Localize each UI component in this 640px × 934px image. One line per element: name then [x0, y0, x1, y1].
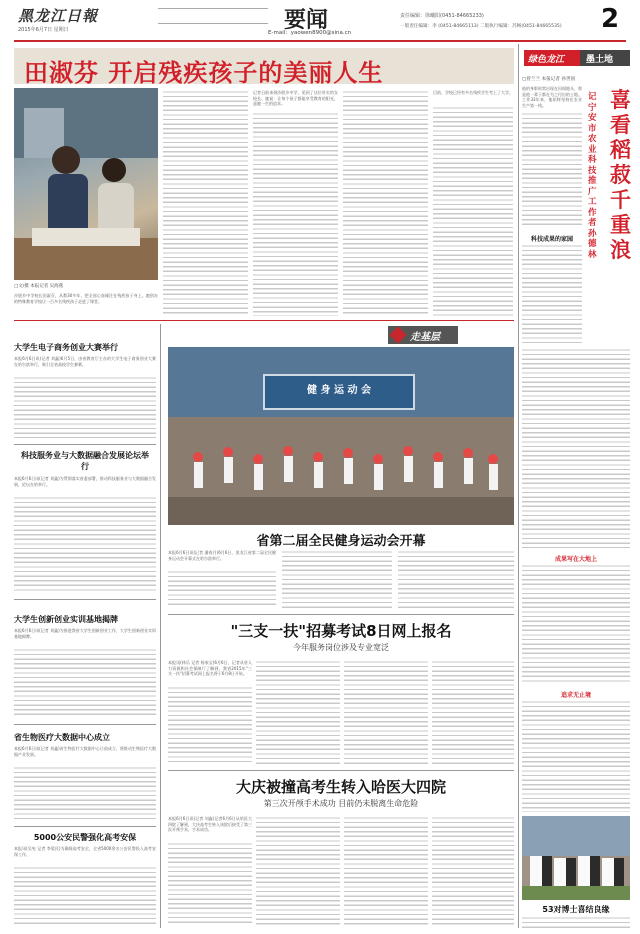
gaokao-subheadline: 第三次开颅手术成功 目前仍未脱离生命危险 [263, 799, 419, 808]
lead-photo [14, 88, 158, 280]
page-number: 2 [601, 4, 620, 34]
left-news-text-5 [14, 866, 156, 926]
left-news-text-1 [14, 376, 156, 438]
section-title: 要闻 [284, 7, 329, 33]
lead-col-2-text [253, 112, 338, 316]
right-section-1: 科技成果的家园 [530, 236, 573, 243]
gaokao-text-1 [168, 842, 252, 926]
gaokao-text-2 [256, 816, 340, 926]
header-ornament [158, 8, 268, 24]
editor-line: 责任编辑：徐曦阳(0451-84665233) [400, 13, 484, 19]
sports-body: 本报6月6日讯(记者 潘春月)6月6日，黑龙江省第二届全民健身运动会开幕式在哈尔滨举行。 [168, 550, 276, 561]
lead-photo-caption: □文/摄 本报记者 吴海燕 [14, 284, 64, 289]
left-divider-1 [14, 444, 156, 445]
right-body: 他的身影时常出现在田间地头，那是他一辈子都在为之付出的土地。工作33年来，他始终坚持在农业生产第一线。 [522, 86, 582, 108]
right-feature [522, 48, 634, 928]
left-divider-4 [14, 826, 156, 827]
left-divider-3 [14, 724, 156, 725]
left-news-text-4 [14, 766, 156, 822]
right-kicker-box [524, 50, 580, 66]
sports-photo [168, 347, 514, 525]
lead-bottom-rule [14, 320, 514, 321]
lead-body-b: 记者日前来到沙胆乡中学，见到了这位朴实的女校长。她说：让每个孩子都能享受教育的阳光，是她一生的追求。 [253, 90, 338, 107]
left-news-title-4: 省生物医疗大数据中心成立 [14, 733, 110, 742]
right-text-2 [522, 244, 582, 344]
left-news-body-3: 本报6月6日讯(记者 刘鑫)为推进我省大学生创新创业工作，大学生创新创业实训基地揭牌。 [14, 628, 156, 639]
date-line: 2015年6月7日 星期日 [18, 27, 69, 33]
gaokao-text-3 [344, 816, 428, 926]
sanzhi-divider [168, 770, 514, 771]
sanzhi-text-4 [432, 660, 514, 764]
sanzhi-subheadline: 今年服务岗位涉及专业宽泛 [293, 643, 389, 652]
right-headline: 喜看稻菽千重浪 [610, 88, 631, 262]
gaokao-text-4 [432, 816, 514, 926]
sports-text-3 [398, 550, 514, 608]
gaokao-headline: 大庆被撞高考生转入哈医大四院 [235, 778, 446, 796]
email-line: E-mail：yaowen8900@sina.cn [268, 30, 352, 36]
wedding-photo-scene [522, 816, 630, 900]
wedding-caption: 53对博士喜结良缘 [542, 905, 610, 914]
right-text-3 [522, 348, 630, 548]
left-news-body-4: 本报6月6日讯(记者 刘鑫)省生物医疗大数据中心日前成立，将推动生物医疗大数据产业发展。 [14, 746, 156, 757]
left-news-body-2: 本报6月6日讯(记者 刘鑫)为贯彻落实省委部署，推动科技服务业与大数据融合发展，论坛在哈举行。 [14, 476, 156, 487]
masthead-rule [14, 40, 626, 42]
lead-headline: 田淑芬 开启残疾孩子的美丽人生 [24, 59, 384, 87]
jiceng-badge [388, 326, 458, 344]
left-news-title-1: 大学生电子商务创业大赛举行 [14, 343, 118, 352]
left-news-title-3: 大学生创新创业实训基地揭牌 [14, 615, 118, 624]
lead-body-a: 沙胆乡中学校长田淑芬，从教30多年，把全部心血倾注在残疾孩子身上。她创办的特殊教育学校让一百多名残疾孩子走进了课堂。 [14, 293, 158, 304]
sports-text-1 [168, 570, 276, 608]
newspaper-logo: 黑龙江日報 [18, 7, 99, 25]
right-kicker: 绿色龙江 [528, 55, 565, 65]
left-divider-2 [14, 599, 156, 600]
gaokao-body: 本报6月6日讯(记者 刘鑫)记者6月6日从哈医大四院了解到，大庆高考生转入该院后接受了第三次开颅手术，手术成功。 [168, 816, 252, 833]
left-news-body-1: 本报6月6日讯(记者 刘鑫)6月5日，由省教育厅主办的大学生电子商务创业大赛在哈尔滨举行，吸引全省高校学生参赛。 [14, 356, 156, 367]
right-column-box [580, 50, 630, 66]
left-column [14, 324, 156, 926]
left-news-text-2 [14, 496, 156, 592]
art-editor-line: 一版责任编辑：李 (0451-84665113) 二版执行编辑：苏畅(0451-84665535) [400, 24, 562, 29]
sanzhi-text-1 [168, 686, 252, 764]
left-vertical-rule [160, 324, 161, 928]
lead-body-c: 目前，学校已经有多名残疾学生考上了大学。 [433, 90, 513, 95]
sanzhi-text-2 [256, 660, 340, 764]
jiceng-label: 走基层 [410, 332, 440, 343]
right-vertical-rule [518, 44, 519, 928]
lead-photo-scene [14, 88, 158, 280]
left-news-title-2: 科技服务业与大数据融合发展论坛举行 [21, 451, 149, 471]
right-text-5 [522, 700, 630, 812]
sports-photo-scene [168, 347, 514, 525]
sports-banner-text: 健 身 运 动 会 [307, 385, 371, 396]
right-text-1 [522, 112, 582, 228]
sanzhi-text-3 [344, 660, 428, 764]
sports-text-2 [282, 550, 392, 608]
right-section-2: 成果写在大地上 [554, 556, 597, 563]
lead-col-3-text [343, 90, 428, 316]
left-news-text-3 [14, 648, 156, 718]
sports-divider [168, 614, 514, 615]
right-subheadline: 记宁安市农业科技推广工作者孙德林 [588, 92, 597, 260]
left-news-title-5: 5000公安民警强化高考安保 [33, 833, 137, 842]
masthead [0, 0, 640, 44]
right-section-3: 追求无止境 [560, 692, 591, 699]
right-byline: □曾兰兰 本报记者 孙世国 [522, 77, 576, 82]
sanzhi-body: 本报讯(林乐 记者 杨家宝)6月6日，记者从省人力资源和社会保障厅了解到，我省2015年"三支一扶"招募考试网上报名将于6月8日开始。 [168, 660, 252, 677]
sanzhi-headline: "三支一扶"招募考试8日网上报名 [230, 622, 452, 640]
wedding-photo [522, 816, 630, 900]
wedding-caption-text [522, 916, 630, 928]
lead-col-1-text [163, 90, 248, 316]
left-news-body-5: 本报讯(吴宪 记者 李爱民)为确保高考安全，全省5000余名公安民警投入高考安保工作。 [14, 846, 156, 857]
sports-headline: 省第二届全民健身运动会开幕 [256, 534, 426, 549]
jiceng-icon [390, 327, 407, 344]
right-column-label: 墨土地 [586, 55, 614, 65]
right-text-4 [522, 564, 630, 684]
lead-col-4-text [433, 106, 513, 316]
